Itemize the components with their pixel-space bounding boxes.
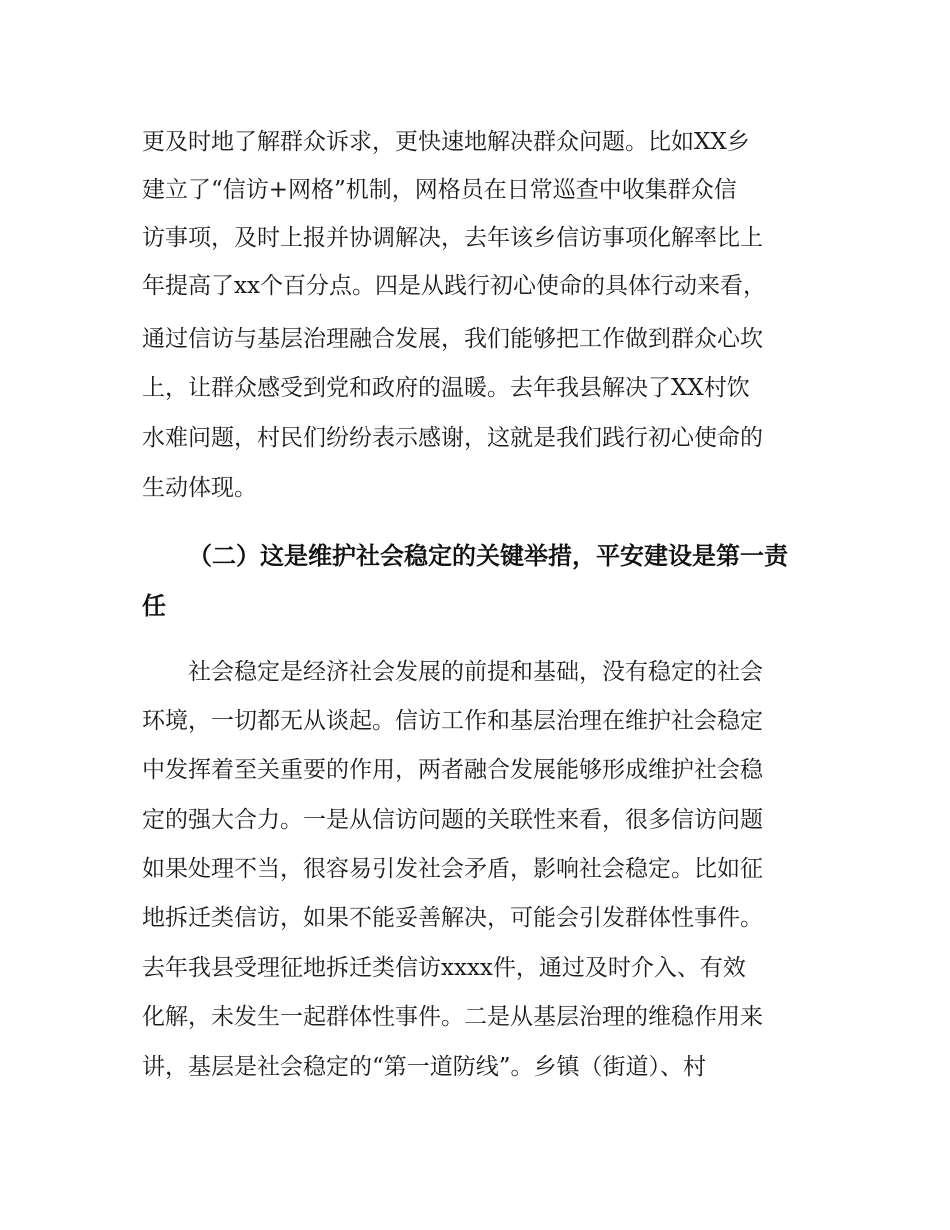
paragraph-1-line-7: 水难问题，村民们纷纷表示感谢，这就是我们践行初心使命的 (142, 425, 763, 451)
paragraph-2-line-4: 定的强大合力。一是从信访问题的关联性来看，很多信访问题 (142, 807, 763, 833)
paragraph-2-line-8: 化解，未发生一起群体性事件。二是从基层治理的维稳作用来 (142, 1004, 763, 1030)
paragraph-2-line-6: 地拆迁类信访，如果不能妥善解决，可能会引发群体性事件。 (142, 905, 763, 931)
paragraph-1-line-5: 通过信访与基层治理融合发展，我们能够把工作做到群众心坎 (142, 326, 763, 352)
paragraph-1-line-4: 年提高了xx个百分点。四是从践行初心使命的具体行动来看， (142, 273, 766, 299)
paragraph-2-line-3: 中发挥着至关重要的作用，两者融合发展能够形成维护社会稳 (142, 757, 763, 783)
paragraph-1-line-3: 访事项，及时上报并协调解决，去年该乡信访事项化解率比上 (142, 225, 763, 251)
paragraph-2-line-9: 讲，基层是社会稳定的“第一道防线”。乡镇（街道）、村 (142, 1054, 707, 1080)
paragraph-2-line-1: 社会稳定是经济社会发展的前提和基础，没有稳定的社会 (188, 659, 763, 685)
paragraph-2-line-2: 环境，一切都无从谈起。信访工作和基层治理在维护社会稳定 (142, 708, 763, 734)
section-heading-line-1: （二）这是维护社会稳定的关键举措，平安建设是第一责 (188, 542, 788, 570)
paragraph-2-line-5: 如果处理不当，很容易引发社会矛盾，影响社会稳定。比如征 (142, 856, 763, 882)
paragraph-1-line-8: 生动体现。 (142, 475, 257, 501)
paragraph-1-line-1: 更及时地了解群众诉求，更快速地解决群众问题。比如XX乡 (142, 129, 750, 155)
paragraph-1-line-2: 建立了“信访+网格”机制，网格员在日常巡查中收集群众信 (142, 177, 737, 203)
paragraph-1-line-6: 上，让群众感受到党和政府的温暖。去年我县解决了XX村饮 (142, 375, 750, 401)
section-heading-line-2: 任 (142, 592, 166, 620)
paragraph-2-line-7: 去年我县受理征地拆迁类信访xxxx件，通过及时介入、有效 (142, 955, 746, 981)
